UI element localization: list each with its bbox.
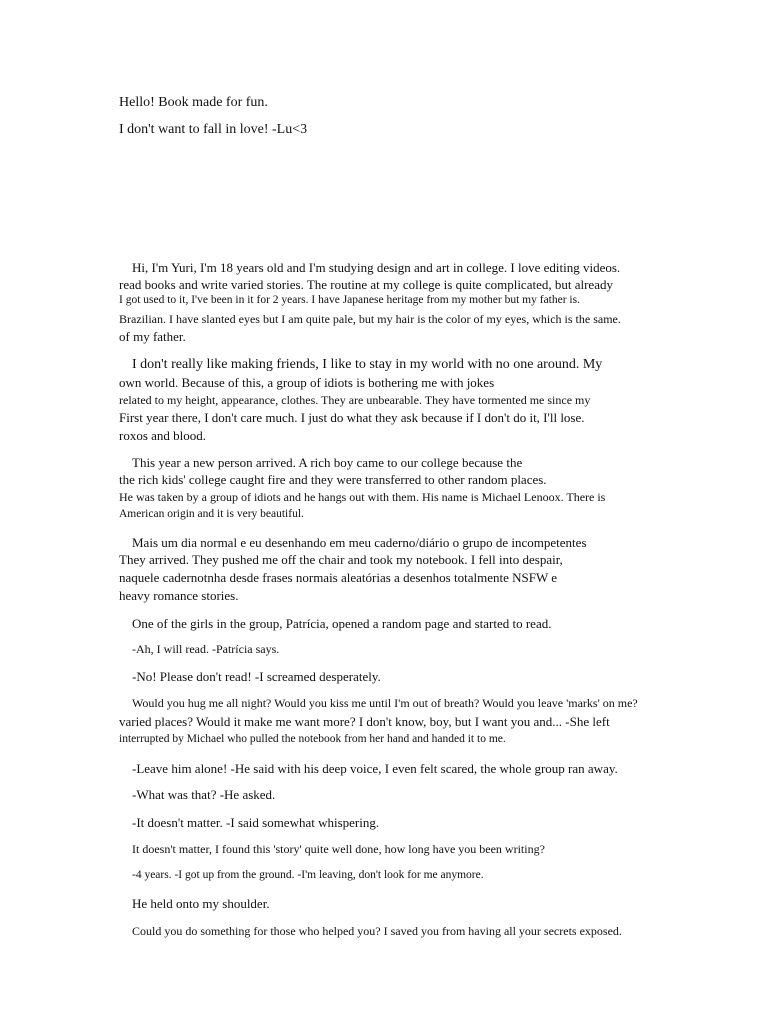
paragraph-2-line-1: I don't really like making friends, I like to stay in my world with no one around. My bbox=[132, 357, 603, 372]
paragraph-3-line-1: This year a new person arrived. A rich boy came to our college because the bbox=[132, 455, 523, 470]
paragraph-3-line-4: American origin and it is very beautiful. bbox=[119, 508, 304, 520]
paragraph-4-line-4: heavy romance stories. bbox=[119, 588, 239, 603]
paragraph-5: One of the girls in the group, Patrícia, opened a random page and started to read. bbox=[132, 616, 552, 631]
paragraph-1-line-4: Brazilian. I have slanted eyes but I am quite pale, but my hair is the color of my eyes, which is the same. bbox=[119, 312, 621, 326]
paragraph-9: -Leave him alone! -He said with his deep voice, I even felt scared, the whole group ran away. bbox=[132, 761, 618, 776]
paragraph-3-line-3: He was taken by a group of idiots and he hangs out with them. His name is Michael Lenoox. There is bbox=[119, 490, 606, 504]
paragraph-1-line-5: of my father. bbox=[119, 329, 186, 344]
paragraph-2-line-5: roxos and blood. bbox=[119, 428, 207, 443]
paragraph-2-line-2: own world. Because of this, a group of idiots is bothering me with jokes bbox=[119, 375, 495, 390]
paragraph-12: It doesn't matter, I found this 'story' quite well done, how long have you been writing? bbox=[132, 842, 545, 856]
paragraph-15: Could you do something for those who helped you? I saved you from having all your secrets exposed. bbox=[132, 924, 622, 938]
intro-line-2: I don't want to fall in love! -Lu<3 bbox=[119, 122, 308, 137]
paragraph-1-line-1: Hi, I'm Yuri, I'm 18 years old and I'm studying design and art in college. I love editing videos. bbox=[132, 260, 621, 275]
paragraph-1-line-2: read books and write varied stories. The routine at my college is quite complicated, but already bbox=[119, 277, 613, 292]
paragraph-3-line-2: the rich kids' college caught fire and they were transferred to other random places. bbox=[119, 472, 547, 487]
paragraph-8-line-1: Would you hug me all night? Would you kiss me until I'm out of breath? Would you leave 'marks' on me? bbox=[132, 696, 638, 710]
paragraph-4-line-2: They arrived. They pushed me off the chair and took my notebook. I fell into despair, bbox=[119, 552, 563, 567]
paragraph-1-line-3: I got used to it, I've been in it for 2 years. I have Japanese heritage from my mother but my father is. bbox=[119, 294, 580, 306]
paragraph-11: -It doesn't matter. -I said somewhat whispering. bbox=[132, 815, 380, 830]
paragraph-2-line-3: related to my height, appearance, clothes. They are unbearable. They have tormented me since my bbox=[119, 393, 591, 407]
paragraph-8-line-2: varied places? Would it make me want more? I don't know, boy, but I want you and... -She left bbox=[119, 714, 610, 729]
paragraph-8-line-3: interrupted by Michael who pulled the notebook from her hand and handed it to me. bbox=[119, 733, 506, 745]
paragraph-14: He held onto my shoulder. bbox=[132, 896, 270, 911]
paragraph-6: -Ah, I will read. -Patrícia says. bbox=[132, 642, 280, 656]
paragraph-13: -4 years. -I got up from the ground. -I'm leaving, don't look for me anymore. bbox=[132, 869, 484, 881]
paragraph-10: -What was that? -He asked. bbox=[132, 787, 276, 802]
paragraph-4-line-3: naquele cadernotnha desde frases normais aleatórias a desenhos totalmente NSFW e bbox=[119, 570, 557, 585]
paragraph-4-line-1: Mais um dia normal e eu desenhando em meu caderno/diário o grupo de incompetentes bbox=[132, 535, 587, 550]
intro-line-1: Hello! Book made for fun. bbox=[119, 95, 268, 110]
paragraph-2-line-4: First year there, I don't care much. I just do what they ask because if I don't do it, I'll lose. bbox=[119, 410, 585, 425]
paragraph-7: -No! Please don't read! -I screamed desperately. bbox=[132, 669, 381, 684]
